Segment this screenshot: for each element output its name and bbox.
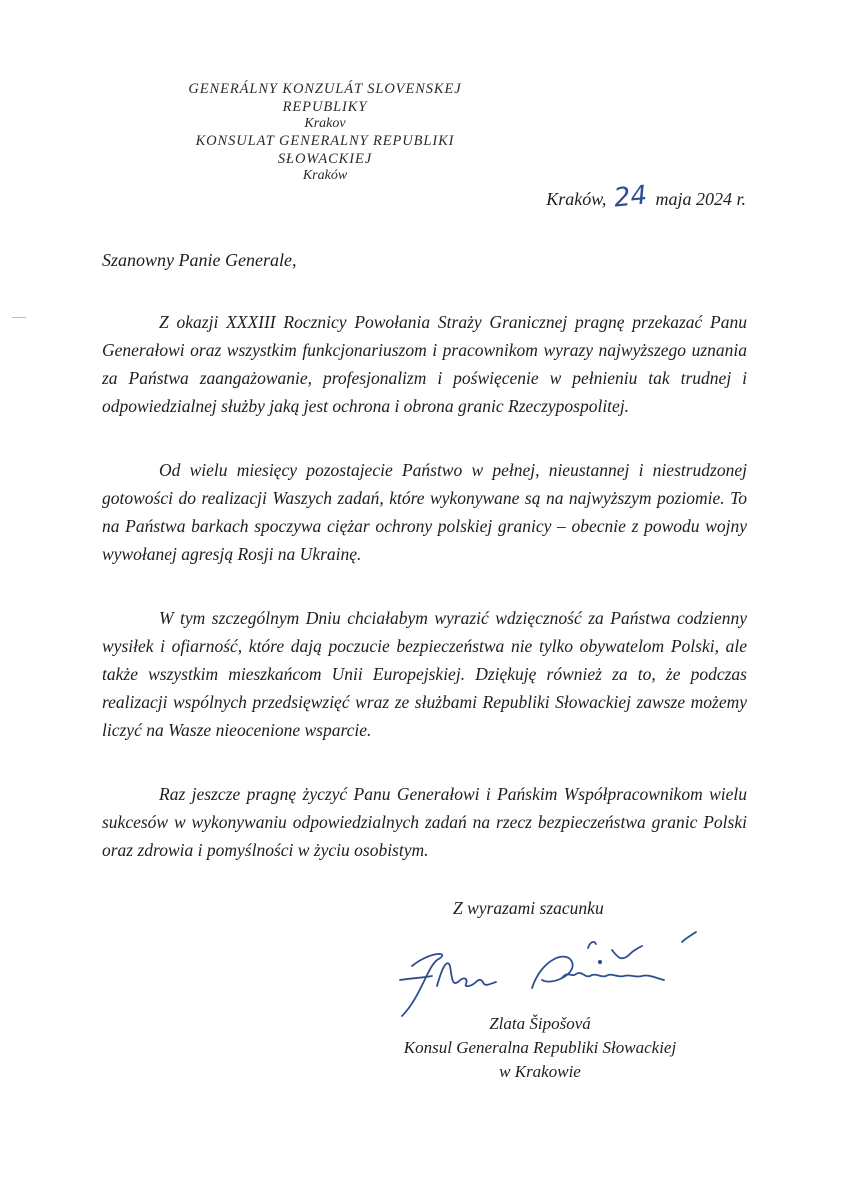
signer-title: Konsul Generalna Republiki Słowackiej bbox=[403, 1038, 677, 1057]
signer-block bbox=[385, 1012, 695, 1084]
paragraph-1 bbox=[102, 308, 747, 420]
letterhead-city-slovak: Krakov bbox=[304, 116, 346, 131]
letterhead-line-slovak: GENERÁLNY KONZULÁT SLOVENSKEJ REPUBLIKY bbox=[188, 81, 462, 115]
paragraph-text: Od wielu miesięcy pozostajecie Państwo w pełnej, nieustannej i niestrudzonej gotowości do realizacji Waszych zadań, które wykonywane są na najwyższym poziomie. To na Państwa barkach spoczywa ciężar ochrony polskiej granicy – obecnie z powodu wojny wywołanej agresją Rosji na Ukrainę. bbox=[102, 460, 747, 564]
letterhead bbox=[150, 80, 500, 184]
date-month-year: maja 2024 r. bbox=[655, 189, 746, 209]
paragraph-text: W tym szczególnym Dniu chciałabym wyrazić wdzięczność za Państwa codzienny wysiłek i ofiarność, które dają poczucie bezpieczeństwa nie tylko obywatelom Polski, ale także wszystkim mieszkańcom Unii Europejskiej. Dziękuję również za to, że podczas realizacji wspólnych przedsięwzięć wraz ze służbami Republiki Słowackiej zawsze możemy liczyć na Wasze nieocenione wsparcie. bbox=[102, 608, 747, 740]
signer-name: Zlata Šipošová bbox=[489, 1014, 591, 1033]
paragraph-text: Raz jeszcze pragnę życzyć Panu Generałowi i Pańskim Współpracownikom wielu sukcesów w wykonywaniu odpowiedzialnych zadań na rzecz bezpieczeństwa granic Polski oraz zdrowia i pomyślności w życiu osobistym. bbox=[102, 784, 747, 860]
paragraph-2 bbox=[102, 456, 747, 568]
letter-date bbox=[546, 182, 746, 212]
letterhead-line-polish: KONSULAT GENERALNY REPUBLIKI SŁOWACKIEJ bbox=[195, 133, 455, 167]
date-day-handwritten: 24 bbox=[612, 180, 649, 214]
salutation: Szanowny Panie Generale, bbox=[102, 250, 297, 270]
closing-phrase: Z wyrazami szacunku bbox=[453, 898, 604, 918]
paragraph-3 bbox=[102, 604, 747, 744]
paragraph-4 bbox=[102, 780, 747, 864]
letterhead-city-polish: Kraków bbox=[302, 168, 348, 183]
paragraph-text: Z okazji XXXIII Rocznicy Powołania Straży Granicznej pragnę przekazać Panu Generałowi oraz wszystkim funkcjonariuszom i pracownikom wyrazy najwyższego uznania za Państwa zaangażowanie, profesjonalizm i poświęcenie w pełnieniu tak trudnej i odpowiedzialnej służby jaką jest ochrona i obrona granic Rzeczypospolitej. bbox=[102, 312, 747, 416]
punch-hole-mark bbox=[12, 317, 26, 318]
date-city: Kraków, bbox=[546, 189, 607, 209]
signer-place: w Krakowie bbox=[499, 1062, 581, 1081]
